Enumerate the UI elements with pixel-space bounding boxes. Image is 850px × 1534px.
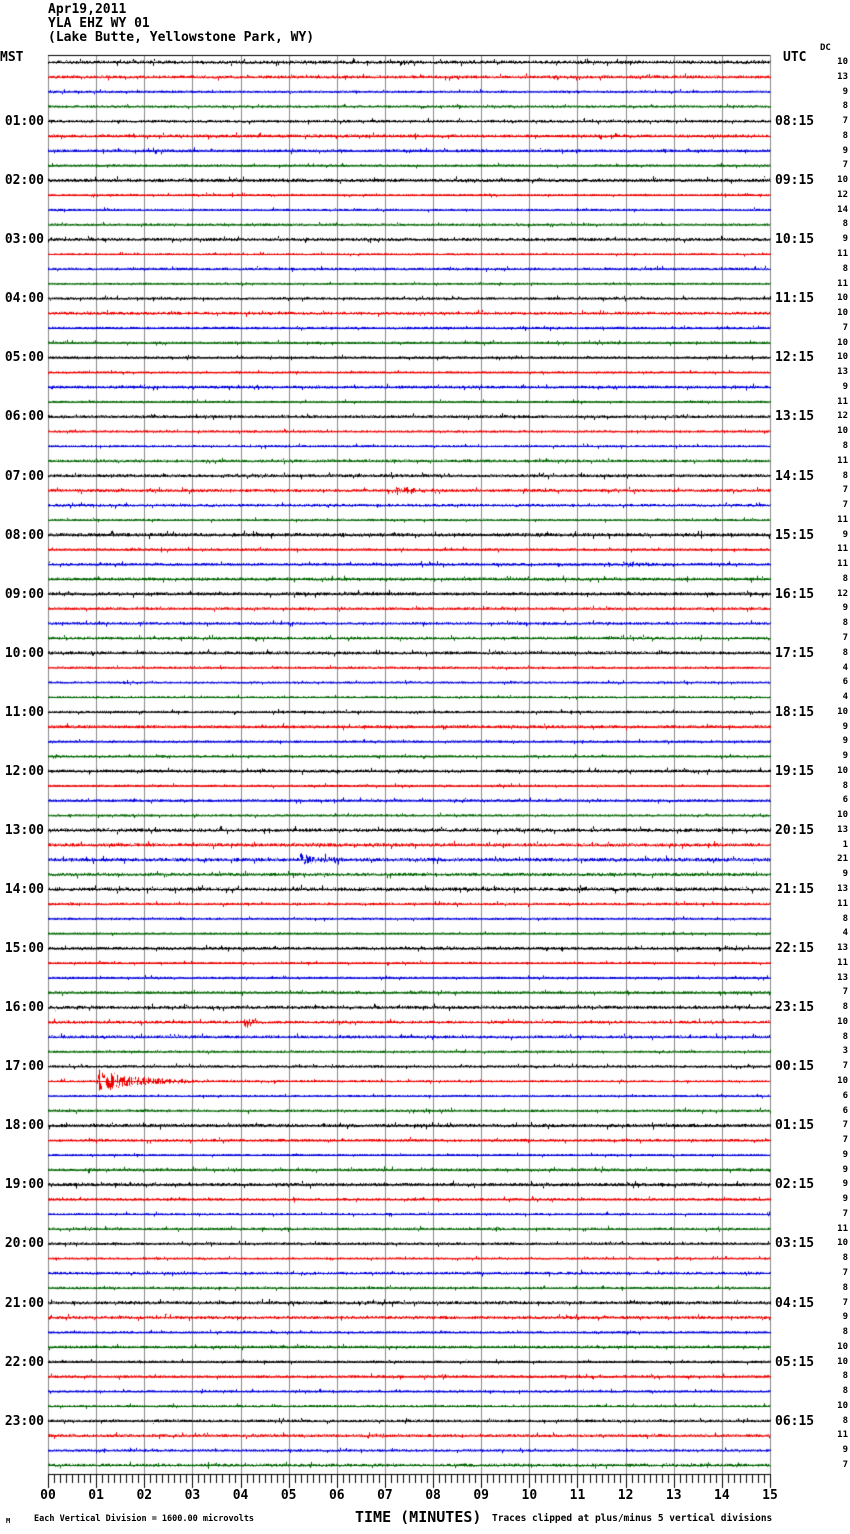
utc-hour-label: 16:15: [775, 586, 815, 602]
mst-hour-label: 07:00: [4, 468, 44, 484]
dc-offset-value: 8: [842, 440, 848, 451]
dc-offset-value: 9: [842, 751, 848, 762]
dc-offset-value: 10: [837, 352, 848, 363]
utc-hour-label: 00:15: [775, 1059, 815, 1075]
dc-offset-value: 9: [842, 736, 848, 747]
dc-offset-value: 10: [837, 810, 848, 821]
dc-offset-value: 13: [837, 824, 848, 835]
dc-offset-value: 8: [842, 263, 848, 274]
dc-offset-value: 9: [842, 869, 848, 880]
dc-offset-value: 8: [842, 470, 848, 481]
dc-offset-value: 10: [837, 57, 848, 67]
x-tick-label: 00: [40, 1488, 56, 1503]
dc-offset-value: 8: [842, 1371, 848, 1382]
dc-offset-value: 7: [842, 632, 848, 643]
mst-hour-label: 20:00: [4, 1236, 44, 1252]
dc-offset-value: 13: [837, 943, 848, 954]
dc-offset-value: 10: [837, 765, 848, 776]
dc-offset-value: 10: [837, 1341, 848, 1352]
mst-hour-label: 21:00: [4, 1295, 44, 1311]
dc-offset-value: 10: [837, 337, 848, 348]
utc-hour-label: 06:15: [775, 1413, 815, 1429]
dc-offset-value: 8: [842, 1386, 848, 1397]
dc-offset-value: 10: [837, 1076, 848, 1087]
utc-hour-label: 02:15: [775, 1177, 815, 1193]
dc-offset-value: 8: [842, 647, 848, 658]
dc-offset-value: 10: [837, 175, 848, 186]
x-axis-title: TIME (MINUTES): [355, 1508, 482, 1526]
x-tick-label: 15: [762, 1488, 778, 1503]
dc-offset-value: 7: [842, 485, 848, 496]
mst-hour-label: 10:00: [4, 645, 44, 661]
mst-hour-label: 11:00: [4, 704, 44, 720]
x-tick-label: 01: [88, 1488, 104, 1503]
utc-hour-label: 12:15: [775, 350, 815, 366]
dc-offset-value: 11: [837, 559, 848, 570]
dc-offset-value: 10: [837, 308, 848, 319]
dc-offset-value: 8: [842, 130, 848, 141]
mst-hour-label: 01:00: [4, 114, 44, 130]
mst-hour-label: 12:00: [4, 763, 44, 779]
dc-offset-value: 8: [842, 913, 848, 924]
dc-offset-value: 8: [842, 573, 848, 584]
x-tick-label: 08: [425, 1488, 441, 1503]
dc-offset-value: 13: [837, 884, 848, 895]
dc-offset-value: 8: [842, 1415, 848, 1426]
dc-offset-value: 10: [837, 426, 848, 437]
dc-offset-value: 13: [837, 71, 848, 82]
dc-offset-value: 7: [842, 1460, 848, 1470]
utc-hour-label: 04:15: [775, 1295, 815, 1311]
x-tick-label: 13: [665, 1488, 682, 1503]
x-tick-label: 04: [232, 1488, 249, 1503]
dc-offset-value: 7: [842, 1208, 848, 1219]
utc-hour-label: 05:15: [775, 1354, 815, 1370]
dc-offset-value: 10: [837, 706, 848, 717]
dc-header: DC: [820, 43, 831, 53]
dc-offset-value: 9: [842, 603, 848, 614]
dc-offset-value: 12: [837, 588, 848, 599]
dc-offset-value: 21: [837, 854, 848, 865]
dc-offset-value: 1: [842, 839, 848, 850]
dc-offset-value: 8: [842, 780, 848, 791]
dc-offset-value: 8: [842, 1253, 848, 1264]
dc-offset-value: 6: [842, 1090, 848, 1101]
dc-offset-value: 6: [842, 1105, 848, 1116]
mst-hour-label: 03:00: [4, 232, 44, 248]
dc-offset-value: 7: [842, 1268, 848, 1278]
dc-offset-value: 3: [842, 1046, 848, 1057]
dc-offset-value: 11: [837, 544, 848, 555]
dc-offset-value: 7: [842, 500, 848, 511]
utc-hour-label: 20:15: [775, 822, 815, 838]
x-tick-label: 02: [136, 1488, 153, 1503]
dc-offset-value: 9: [842, 145, 848, 156]
dc-offset-value: 9: [842, 1312, 848, 1323]
dc-offset-value: 9: [842, 1149, 848, 1160]
utc-hour-label: 18:15: [775, 704, 815, 720]
dc-offset-value: 9: [842, 234, 848, 245]
mst-hour-label: 05:00: [4, 350, 44, 366]
x-tick-label: 14: [714, 1488, 730, 1503]
mst-hour-label: 19:00: [4, 1177, 44, 1193]
dc-offset-value: 7: [842, 1120, 848, 1131]
dc-offset-value: 9: [842, 381, 848, 392]
dc-offset-value: 7: [842, 1135, 848, 1146]
utc-hour-label: 23:15: [775, 1000, 815, 1016]
utc-hour-label: 14:15: [775, 468, 815, 484]
dc-offset-value: 8: [842, 219, 848, 230]
dc-offset-value: 11: [837, 898, 848, 909]
utc-hour-label: 19:15: [775, 763, 815, 779]
mst-header: MST: [0, 50, 24, 65]
title-station: YLA EHZ WY 01: [48, 16, 150, 31]
mst-hour-label: 17:00: [4, 1059, 44, 1075]
dc-offset-value: 11: [837, 455, 848, 466]
utc-header: UTC: [783, 50, 807, 65]
dc-offset-value: 7: [842, 987, 848, 998]
dc-offset-value: 9: [842, 1194, 848, 1205]
dc-offset-value: 9: [842, 1179, 848, 1190]
dc-offset-value: 11: [837, 248, 848, 259]
title-date: Apr19,2011: [48, 2, 127, 17]
utc-hour-label: 15:15: [775, 527, 815, 543]
dc-offset-value: 6: [842, 795, 848, 806]
dc-offset-value: 10: [837, 1400, 848, 1411]
utc-hour-label: 09:15: [775, 173, 815, 189]
x-tick-label: 03: [184, 1488, 201, 1503]
mst-hour-label: 18:00: [4, 1118, 44, 1134]
dc-offset-value: 7: [842, 116, 848, 127]
utc-hour-label: 01:15: [775, 1118, 815, 1134]
dc-offset-value: 7: [842, 1297, 848, 1308]
dc-offset-value: 9: [842, 1164, 848, 1175]
dc-offset-value: 9: [842, 721, 848, 732]
dc-offset-value: 8: [842, 1031, 848, 1042]
utc-hour-label: 13:15: [775, 409, 815, 425]
dc-offset-value: 7: [842, 322, 848, 333]
dc-offset-value: 9: [842, 1445, 848, 1456]
utc-hour-label: 10:15: [775, 232, 815, 248]
mst-hour-label: 09:00: [4, 586, 44, 602]
mst-hour-label: 22:00: [4, 1354, 44, 1370]
footer-clip-note: Traces clipped at plus/minus 5 vertical divisions: [492, 1513, 773, 1524]
x-tick-label: 07: [377, 1488, 393, 1503]
dc-offset-value: 8: [842, 101, 848, 112]
title-location: (Lake Butte, Yellowstone Park, WY): [48, 30, 315, 45]
dc-offset-value: 8: [842, 1282, 848, 1293]
dc-offset-value: 12: [837, 189, 848, 200]
dc-offset-value: 7: [842, 160, 848, 171]
dc-offset-value: 13: [837, 972, 848, 983]
dc-offset-value: 8: [842, 1327, 848, 1338]
mst-hour-label: 23:00: [4, 1413, 44, 1429]
utc-hour-label: 11:15: [775, 291, 815, 307]
dc-offset-value: 12: [837, 411, 848, 422]
mst-hour-label: 16:00: [4, 1000, 44, 1016]
utc-hour-label: 21:15: [775, 882, 815, 898]
dc-offset-value: 11: [837, 1223, 848, 1234]
dc-offset-value: 4: [842, 928, 848, 939]
dc-offset-value: 10: [837, 1238, 848, 1249]
dc-offset-value: 7: [842, 1061, 848, 1072]
dc-offset-value: 11: [837, 514, 848, 525]
x-tick-label: 12: [617, 1488, 634, 1503]
mst-hour-label: 02:00: [4, 173, 44, 189]
mst-hour-label: 13:00: [4, 822, 44, 838]
dc-offset-value: 11: [837, 1430, 848, 1441]
mst-hour-label: 08:00: [4, 527, 44, 543]
dc-offset-value: 10: [837, 1356, 848, 1367]
utc-hour-label: 17:15: [775, 645, 815, 661]
dc-offset-value: 11: [837, 957, 848, 968]
x-tick-label: 09: [473, 1488, 490, 1503]
dc-offset-value: 10: [837, 1016, 848, 1027]
dc-offset-value: 4: [842, 662, 848, 673]
dc-offset-value: 8: [842, 1002, 848, 1013]
dc-offset-value: 11: [837, 278, 848, 289]
dc-offset-value: 9: [842, 86, 848, 97]
utc-hour-label: 03:15: [775, 1236, 815, 1252]
mst-hour-label: 15:00: [4, 941, 44, 957]
x-tick-label: 10: [521, 1488, 538, 1503]
dc-offset-value: 4: [842, 692, 848, 703]
mst-hour-label: 14:00: [4, 882, 44, 898]
mst-hour-label: 04:00: [4, 291, 44, 307]
dc-offset-value: 10: [837, 293, 848, 304]
dc-offset-value: 13: [837, 367, 848, 378]
x-tick-label: 11: [569, 1488, 586, 1503]
dc-offset-value: 14: [837, 204, 848, 215]
x-tick-label: 06: [328, 1488, 345, 1503]
utc-hour-label: 08:15: [775, 114, 815, 130]
dc-offset-value: 9: [842, 529, 848, 540]
dc-offset-value: 6: [842, 677, 848, 688]
x-tick-label: 05: [280, 1488, 297, 1503]
corner-watermark: M: [6, 1517, 11, 1525]
footer-scale-note: Each Vertical Division = 1600.00 microvolts: [34, 1514, 255, 1524]
utc-hour-label: 22:15: [775, 941, 815, 957]
dc-offset-value: 8: [842, 618, 848, 629]
mst-hour-label: 06:00: [4, 409, 44, 425]
dc-offset-value: 11: [837, 396, 848, 407]
